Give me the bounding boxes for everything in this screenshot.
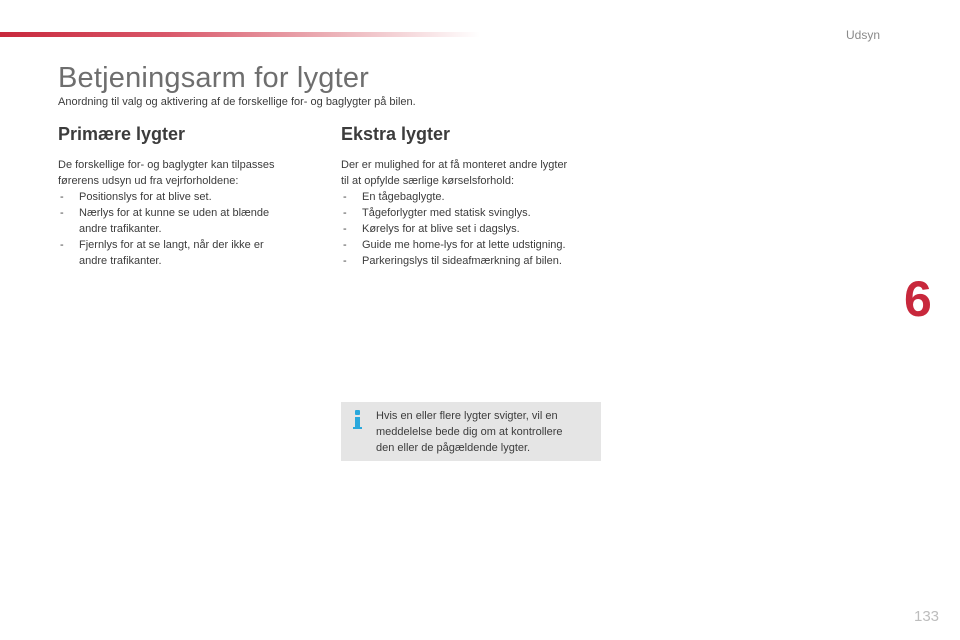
section-label: Udsyn [846, 28, 881, 42]
list-item: - Parkeringslys til sideafmærkning af bilen. [343, 255, 562, 267]
list-item: - Nærlys for at kunne se uden at blænde andre trafikanter. [60, 207, 270, 235]
info-note-box [341, 402, 601, 461]
primary-lights-heading: Primære lygter [58, 124, 186, 144]
intro-line: Der er mulighed for at få monteret andre lygter [341, 159, 568, 171]
page-number: 133 [914, 608, 940, 625]
info-icon [353, 410, 363, 430]
list-item: - Positionslys for at blive set. [60, 191, 212, 203]
list-item: - Tågeforlygter med statisk svinglys. [343, 207, 531, 219]
list-item-text: Fjernlys for at se langt, når der ikke er [79, 239, 264, 251]
list-item-text: Nærlys for at kunne se uden at blænde [79, 207, 270, 219]
page-title: Betjeningsarm for lygter [58, 62, 370, 94]
primary-lights-intro [58, 157, 318, 189]
list-item-text: andre trafikanter. [79, 223, 162, 235]
info-note-text [376, 408, 594, 456]
extra-lights-intro [341, 157, 601, 189]
list-item-text: Positionslys for at blive set. [79, 191, 212, 203]
page-subtitle: Anordning til valg og aktivering af de forskellige for- og baglygter på bilen. [58, 96, 416, 108]
intro-line: De forskellige for- og baglygter kan tilpasses [58, 159, 275, 171]
primary-lights-list [58, 189, 318, 269]
list-item-text: Guide me home-lys for at lette udstigning. [362, 239, 566, 251]
list-item-text: Tågeforlygter med statisk svinglys. [362, 207, 531, 219]
list-item: - En tågebaglygte. [343, 191, 445, 203]
primary-lights-section [58, 124, 318, 269]
chapter-number: 6 [904, 271, 932, 327]
list-item-text: Kørelys for at blive set i dagslys. [362, 223, 520, 235]
list-item-text: En tågebaglygte. [362, 191, 445, 203]
list-item-text: Parkeringslys til sideafmærkning af bilen. [362, 255, 562, 267]
header-accent-bar [0, 32, 480, 37]
list-item: - Guide me home-lys for at lette udstigning. [343, 239, 566, 251]
list-item: - Kørelys for at blive set i dagslys. [343, 223, 520, 235]
list-item: - Fjernlys for at se langt, når der ikke er andre trafikanter. [60, 239, 264, 267]
info-line: Hvis en eller flere lygter svigter, vil en [376, 410, 558, 422]
intro-line: førerens udsyn ud fra vejrforholdene: [58, 175, 239, 187]
intro-line: til at opfylde særlige kørselsforhold: [341, 175, 515, 187]
info-line: meddelelse bede dig om at kontrollere [376, 426, 563, 438]
extra-lights-section [341, 124, 601, 269]
extra-lights-heading: Ekstra lygter [341, 124, 451, 144]
list-item-text: andre trafikanter. [79, 255, 162, 267]
extra-lights-list [341, 189, 601, 269]
info-line: den eller de pågældende lygter. [376, 442, 531, 454]
